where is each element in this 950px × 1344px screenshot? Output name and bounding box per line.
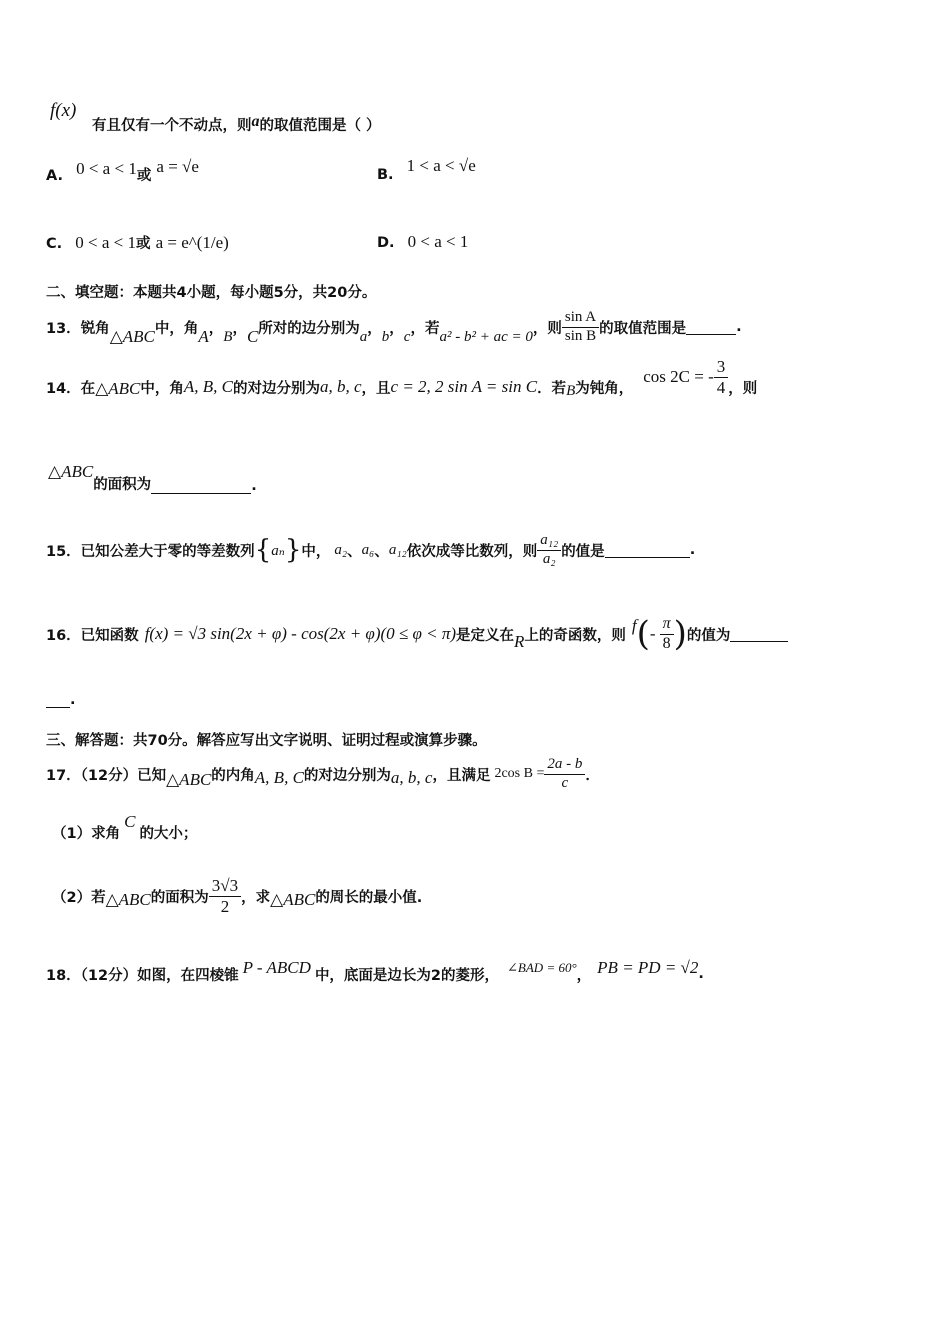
q17-part1-text: 的大小； bbox=[139, 825, 198, 842]
q12-var-a: a bbox=[251, 113, 260, 130]
q15-fraction bbox=[537, 532, 561, 568]
q13-angle-c: C bbox=[246, 327, 259, 346]
q14-answer-blank bbox=[151, 479, 251, 494]
q12-text-1: 有且仅有一个不动点，则 bbox=[92, 118, 252, 134]
q13-side-a: a bbox=[359, 328, 368, 345]
q15-text: 的值是 bbox=[561, 543, 605, 560]
q14-text: 中，角 bbox=[140, 380, 184, 397]
fraction-denominator: 4 bbox=[716, 377, 726, 397]
q13-number: 13． bbox=[46, 320, 81, 337]
q17-end: ． bbox=[585, 767, 600, 784]
fraction-numerator: a₁₂ bbox=[537, 532, 561, 550]
q13-end: . bbox=[736, 319, 742, 335]
question-15 bbox=[46, 520, 695, 580]
q14-angles: A, B, C bbox=[183, 377, 233, 396]
q14-text: ．若 bbox=[537, 380, 567, 397]
q13-text: 的取值范围是 bbox=[599, 320, 687, 337]
q17-part-1 bbox=[52, 812, 197, 852]
q12-option-c bbox=[46, 232, 229, 253]
q16-answer-blank-cont bbox=[46, 693, 70, 708]
question-17 bbox=[46, 752, 600, 796]
q18-end: . bbox=[698, 966, 704, 982]
q17-part1-c: C bbox=[124, 812, 136, 831]
q13-side-b: b bbox=[381, 328, 390, 345]
q13-angle-a: A bbox=[198, 327, 209, 346]
q15-number: 15．已知公差大于零的等差数列 bbox=[46, 543, 255, 560]
q16-text: 是定义在 bbox=[456, 627, 515, 644]
q18-angle: ∠BAD = 60° bbox=[507, 960, 577, 975]
q13-text: 锐角 bbox=[80, 320, 110, 337]
q14-text: ，则 bbox=[728, 380, 758, 397]
q17-sides: a, b, c bbox=[390, 768, 433, 787]
q16-paren-left: ( bbox=[636, 614, 650, 654]
q12-text bbox=[92, 114, 381, 135]
option-math: 0 < a < 1 bbox=[407, 232, 469, 251]
fraction-denominator: 2 bbox=[220, 896, 230, 916]
question-16 bbox=[46, 606, 788, 662]
q17-part2-label: （2）若 bbox=[52, 889, 106, 906]
q16-number: 16．已知函数 bbox=[46, 627, 139, 644]
q17-part2-fraction bbox=[209, 876, 241, 916]
q16-text: 的值为 bbox=[686, 627, 731, 644]
q13-triangle: △ABC bbox=[109, 327, 155, 346]
fraction-denominator: c bbox=[561, 774, 569, 791]
q12-text-2: 的取值范围是（ ） bbox=[259, 118, 381, 134]
q16-minus: - bbox=[649, 624, 656, 643]
q13-side-c: c bbox=[403, 328, 411, 345]
option-math-2: a = e^(1/e) bbox=[155, 233, 229, 252]
q13-fraction bbox=[562, 309, 599, 345]
q17-part1-label: （1）求角 bbox=[52, 825, 121, 842]
option-label: D. bbox=[377, 235, 395, 251]
q15-answer-blank bbox=[605, 543, 690, 558]
q13-angle-b: B bbox=[223, 328, 233, 345]
q13-comma: ， bbox=[208, 320, 224, 337]
q14-angle-b: B bbox=[566, 382, 576, 399]
fraction-denominator: sin B bbox=[564, 327, 597, 344]
q14-sides: a, b, c bbox=[319, 377, 362, 396]
q17-part-2 bbox=[52, 870, 422, 922]
q16-text: 上的奇函数，则 bbox=[524, 627, 626, 644]
q14-text: 的对边分别为 bbox=[232, 380, 320, 397]
q16-answer-blank bbox=[730, 627, 788, 642]
q13-text: 中，角 bbox=[154, 320, 199, 337]
q15-end: . bbox=[689, 542, 696, 558]
q17-text: 的内角 bbox=[211, 767, 255, 784]
q14-triangle: △ABC bbox=[95, 379, 141, 398]
q17-part2-text: 的周长的最小值. bbox=[315, 889, 423, 906]
q13-condition: a² - b² + ac = 0 bbox=[439, 328, 533, 345]
q17-part2-text: 的面积为 bbox=[150, 889, 209, 906]
q14-end: . bbox=[251, 478, 257, 494]
q12-option-b bbox=[377, 156, 476, 184]
q15-a2: a₂ bbox=[334, 541, 348, 558]
question-18 bbox=[46, 954, 704, 994]
q17-number: 17．（12分）已知 bbox=[46, 767, 167, 784]
q14-cos-expr: cos 2C = - bbox=[643, 367, 714, 386]
q12-option-a bbox=[46, 157, 199, 185]
q15-sequence: aₙ bbox=[271, 542, 285, 559]
q12-fx: f(x) bbox=[50, 100, 77, 121]
q17-part2-triangle: △ABC bbox=[105, 890, 151, 909]
q12-stem bbox=[50, 100, 76, 122]
fraction-numerator: π bbox=[660, 615, 674, 634]
q14-area-text: 的面积为 bbox=[93, 477, 152, 493]
question-16-line-2 bbox=[46, 692, 76, 708]
option-math: 0 < a < 1 bbox=[75, 233, 136, 252]
q15-text: 中， bbox=[301, 543, 331, 560]
fraction-numerator: 3√3 bbox=[209, 876, 241, 897]
q14-condition: c = 2, 2 sin A = sin C bbox=[390, 377, 538, 396]
q13-comma: ， bbox=[232, 320, 247, 337]
option-label: A. bbox=[46, 168, 63, 184]
q14-text: 为钝角， bbox=[575, 380, 634, 397]
option-label: B. bbox=[377, 167, 394, 183]
q15-text: 依次成等比数列，则 bbox=[406, 543, 538, 560]
option-math: 1 < a < √e bbox=[406, 156, 476, 175]
q17-part2-text: ，求 bbox=[241, 889, 271, 906]
q13-text: 所对的边分别为 bbox=[258, 320, 360, 337]
q18-number: 18．（12分）如图，在四棱锥 bbox=[46, 967, 239, 984]
option-text: 或 bbox=[136, 168, 152, 184]
option-label: C. bbox=[46, 236, 63, 252]
q13-comma: ， bbox=[389, 320, 404, 337]
fraction-numerator: 3 bbox=[714, 357, 729, 378]
section-3-title: 三、解答题：共70分。解答应写出文字说明、证明过程或演算步骤。 bbox=[46, 733, 487, 749]
q16-function: f(x) = √3 sin(2x + φ) - cos(2x + φ)(0 ≤ φ < π) bbox=[144, 624, 457, 643]
option-math: 0 < a < 1 bbox=[76, 159, 137, 178]
question-13 bbox=[46, 306, 742, 348]
q18-separator: ， bbox=[576, 967, 592, 984]
q17-fraction bbox=[544, 756, 585, 792]
q13-comma: ， bbox=[367, 320, 382, 337]
q15-a6: a₆ bbox=[361, 541, 375, 558]
q13-text: ，若 bbox=[410, 320, 440, 337]
q14-text: ，且 bbox=[361, 380, 391, 397]
q15-separator: 、 bbox=[374, 543, 389, 560]
q12-option-d bbox=[377, 232, 468, 252]
section-2-title: 二、填空题：本题共4小题，每小题5分，共20分。 bbox=[46, 285, 377, 301]
question-14 bbox=[46, 356, 758, 412]
fraction-denominator: 8 bbox=[662, 634, 671, 652]
q16-r: R bbox=[514, 632, 525, 651]
fraction-numerator: 2a - b bbox=[544, 756, 585, 774]
q13-answer-blank bbox=[686, 320, 736, 335]
q17-part2-triangle-2: △ABC bbox=[270, 890, 316, 909]
fraction-denominator: a₂ bbox=[542, 550, 556, 567]
q17-text: ，且满足 bbox=[432, 767, 491, 784]
q17-eq-left: 2cos B = bbox=[494, 766, 545, 781]
question-14-line-2 bbox=[48, 460, 257, 494]
q14-triangle-2: △ABC bbox=[48, 462, 94, 481]
q13-text: ，则 bbox=[532, 320, 562, 337]
q17-text: 的对边分别为 bbox=[303, 767, 391, 784]
q14-fraction bbox=[714, 357, 729, 397]
q16-f: f bbox=[631, 616, 637, 635]
q16-fraction bbox=[660, 615, 674, 653]
q16-end: . bbox=[70, 692, 76, 708]
q18-text: 中，底面是边长为2的菱形， bbox=[314, 967, 500, 984]
q15-brace-left: { bbox=[254, 535, 272, 565]
q18-equation: PB = PD = √2 bbox=[597, 958, 699, 977]
fraction-numerator: sin A bbox=[562, 309, 599, 327]
q14-number: 14．在 bbox=[46, 380, 96, 397]
option-text: 或 bbox=[135, 236, 151, 252]
q15-brace-right: } bbox=[284, 535, 302, 565]
q17-triangle: △ABC bbox=[166, 770, 212, 789]
q18-pyramid: P - ABCD bbox=[242, 958, 311, 977]
option-math-2: a = √e bbox=[156, 157, 199, 176]
q16-paren-right: ) bbox=[673, 614, 687, 654]
q15-a12: a₁₂ bbox=[388, 541, 407, 558]
q15-separator: 、 bbox=[347, 543, 362, 560]
q17-angles: A, B, C bbox=[254, 768, 304, 787]
